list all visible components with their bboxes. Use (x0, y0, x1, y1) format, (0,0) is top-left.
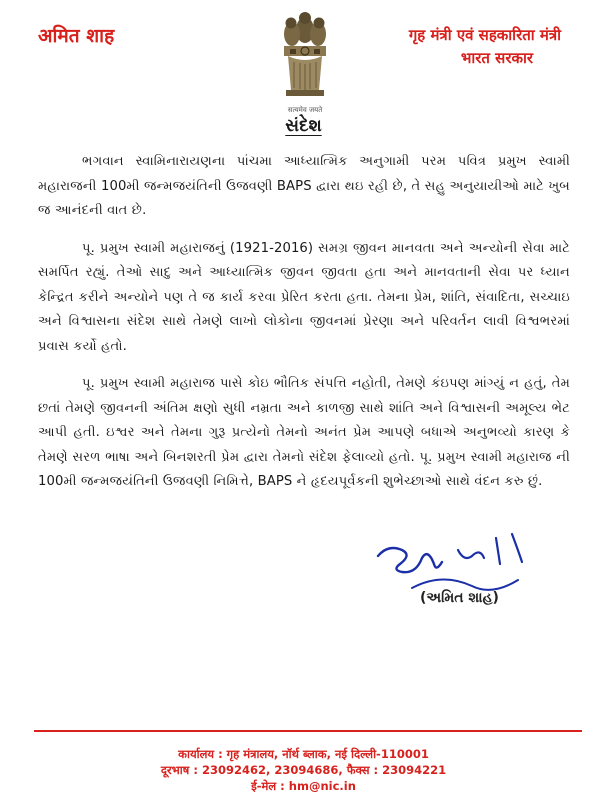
footer-address: कार्यालय : गृह मंत्रालय, नॉर्थ ब्लाक, नई दिल्ली-110001 (178, 747, 429, 761)
footer-phone: दूरभाष : 23092462, 23094686, फैक्स : 23094221 (160, 763, 447, 777)
designation (409, 24, 561, 70)
paragraph-1: ભગવાન સ્વામિનારાયણના પાંચમા આધ્યાત્મિક અનુગામી પરમ પવિત્ર પ્રમુખ સ્વામી મહારાજની 100મી જન્મજયંતિની ઉજવણી BAPS દ્વારા થઇ રહી છે, તે સહુ અનુયાયીઓ માટે ખુબ જ આનંદની વાત છે. (38, 154, 570, 218)
designation-line1: गृह मंत्री एवं सहकारिता मंत्री (408, 26, 561, 44)
emblem-motto: सत्यमेव जयते (287, 106, 323, 114)
signatory-name: (અમિત શાહ) (420, 590, 499, 606)
designation-line2: भारत सरकार (460, 49, 533, 67)
paragraph-3: પૂ. પ્રમુખ સ્વામી મહારાજ પાસે કોઇ ભૌતિક સંપત્તિ નહોતી, તેમણે કંઇપણ માંગ્યું ન હતું, તેમ છતાં તેમણે જીવનની અંતિમ ક્ષણો સુધી નમ્રતા અને કાળજી સાથે શાંતિ અને વિશ્વાસની અમૂલ્ય ભેટ આપી હતી. ઇશ્વર અને તેમના ગુરૂ પ્રત્યેનો તેમનો અનંત પ્રેમ આપણે બધાએ અનુભવ્યો કારણ કે તેમણે સરળ ભાષા અને બિનશરતી પ્રેમ દ્વારા તેમનો સંદેશ ફેલાવ્યો હતો. પૂ. પ્રમુખ સ્વામી મહારાજ ની 100મી જન્મજયંતિની ઉજવણી નિમિત્તે, BAPS ને હૃદયપૂર્વકની શુભેચ્છાઓ સાથે વંદન કરુ છું. (38, 376, 570, 489)
national-emblem-icon (270, 6, 340, 106)
letter-title: સંદેશ (285, 116, 322, 136)
paragraph-2: પૂ. પ્રમુખ સ્વામી મહારાજનું (1921-2016) સમગ્ર જીવન માનવતા અને અન્યોની સેવા માટે સમર્પિત રહ્યું. તેઓ સાદુ અને આધ્યાત્મિક જીવન જીવતા હતા અને માનવતાની સેવા પર ધ્યાન કેન્દ્રિત કરીને અન્યોને પણ તે જ કાર્ય કરવા પ્રેરિત કરતા હતા. તેમના પ્રેમ, શાંતિ, સંવાદિતા, સચ્ચાઇ અને વિશ્વાસના સંદેશ સાથે તેમણે લાખો લોકોના જીવનમાં પ્રેરણા અને પરિવર્તન લાવી વિશ્વભરમાં પ્રવાસ કર્યો હતો. (38, 240, 570, 354)
footer-divider (34, 730, 582, 732)
sender-name: अमित शाह (38, 25, 115, 47)
footer (0, 746, 607, 794)
letter-body (38, 150, 570, 508)
footer-email: ई-मेल : hm@nic.in (251, 779, 356, 793)
